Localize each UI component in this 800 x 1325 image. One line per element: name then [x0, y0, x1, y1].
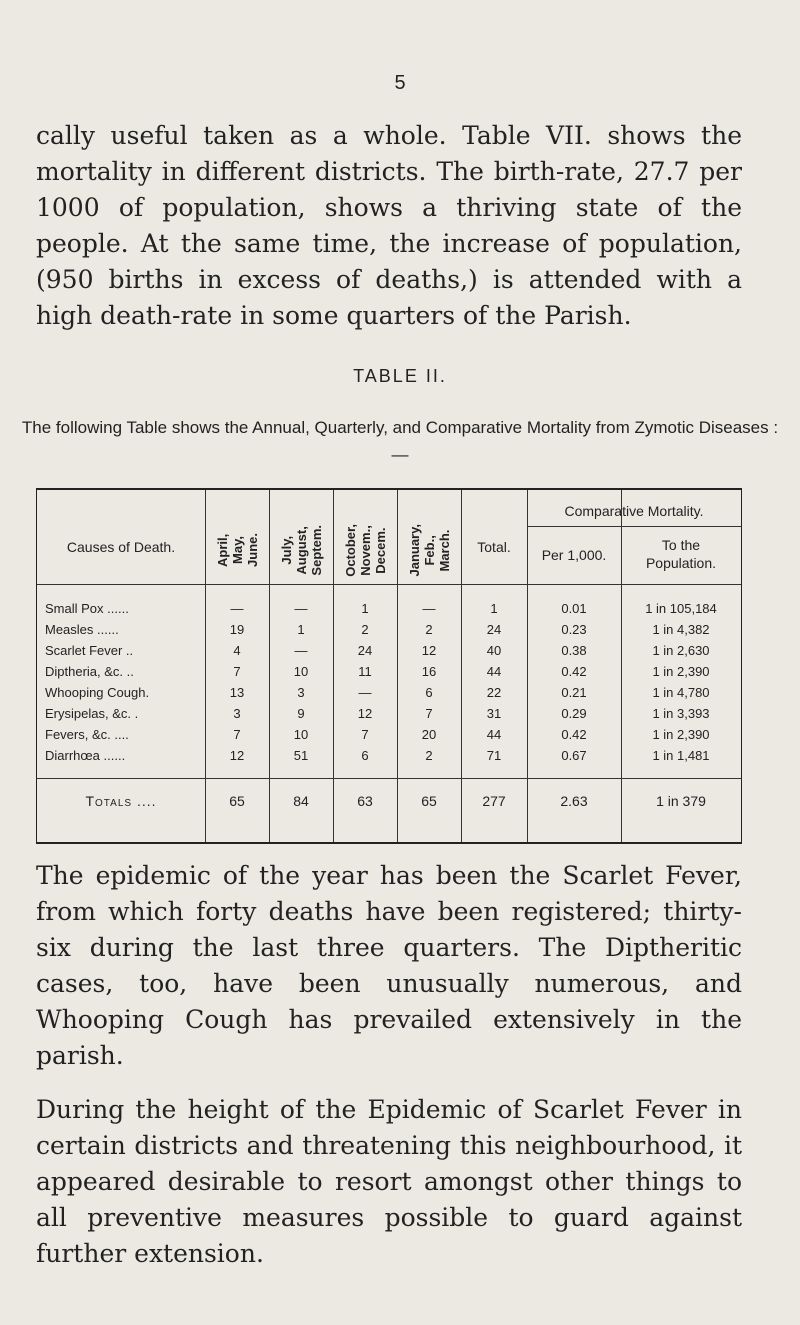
header-q2: July, August, Septem.: [278, 524, 324, 576]
preventive-measures-paragraph: During the height of the Epidemic of Scarlet Fever in certain districts and threatening this neighbourhood, it appeared desirable to resort amongst other things to all preventive measures possible to guard against further extension.: [36, 1095, 742, 1268]
header-cause: Causes of Death.: [66, 539, 176, 555]
table-row: Fevers, &c. .... 7 10 7 20 44 0.42 1 in 2,390: [45, 727, 710, 742]
header-q1: April, May, June.: [214, 533, 260, 567]
table-row: Erysipelas, &c. . 3 9 12 7 31 0.29 1 in 3,393: [45, 706, 710, 721]
header-q4: January, Feb., March.: [406, 523, 452, 577]
table-row: Measles ...... 19 1 2 2 24 0.23 1 in 4,382: [45, 622, 710, 637]
table-row: Whooping Cough. 13 3 — 6 22 0.21 1 in 4,780: [45, 685, 710, 700]
table-row: Diarrhœa ...... 12 51 6 2 71 0.67 1 in 1,481: [45, 748, 710, 763]
intro-paragraph: cally useful taken as a whole. Table VII. shows the mortality in different districts. The birth-rate, 27.7 per 1000 of population, shows a thriving state of the people. At the same time, the increase of population, (950 births in excess of deaths,) is attended with a high death-rate in some quarters of the Parish.: [36, 121, 742, 330]
header-total: Total.: [477, 539, 511, 555]
table-row: Diptheria, &c. .. 7 10 11 16 44 0.42 1 in 2,390: [45, 664, 710, 679]
epidemic-paragraph: The epidemic of the year has been the Scarlet Fever, from which forty deaths have been registered; thirty-six during the last three quarters. The Diptheritic cases, too, have been unusually numerous, and Whooping Cough has prevailed extensively in the parish.: [36, 861, 742, 1070]
totals-divider: [37, 778, 741, 779]
mortality-table: [36, 488, 742, 844]
table-caption: The following Table shows the Annual, Quarterly, and Comparative Mortality from Zymotic Diseases :—: [21, 418, 779, 464]
header-to-population: To the Population.: [645, 537, 717, 571]
comparative-divider: [527, 526, 741, 527]
table-row: Small Pox ...... — — 1 — 1 0.01 1 in 105,184: [45, 601, 717, 616]
table-row: Scarlet Fever .. 4 — 24 12 40 0.38 1 in 2,630: [45, 643, 710, 658]
totals-row: Totals .... 65 84 63 65 277 2.63 1 in 379: [85, 793, 706, 809]
header-q3: October, Novem., Decem.: [342, 523, 388, 577]
header-comparative: Comparative Mortality.: [564, 503, 704, 519]
page-number: 5: [394, 72, 406, 94]
header-per-1000: Per 1,000.: [541, 547, 607, 563]
table-heading: TABLE II.: [353, 366, 447, 386]
